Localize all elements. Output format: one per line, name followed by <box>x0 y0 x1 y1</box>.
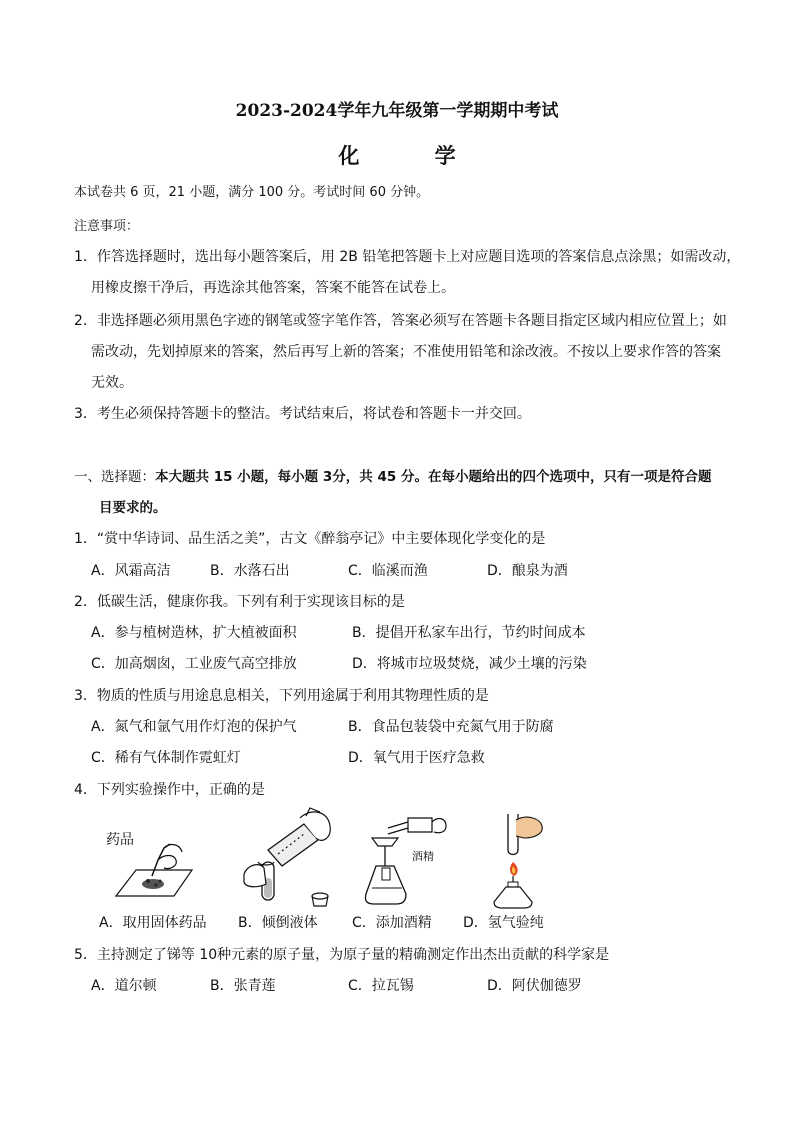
option: D．酿泉为酒 <box>487 563 568 579</box>
section-heading-bold: 本大题共 15 小题，每小题 3分，共 45 分。在每小题给出的 <box>155 469 523 485</box>
notice-line: 2．非选择题必须用黑色字迹的钢笔或签字笔作答，答案必须写在答题卡各题目指定区域内相应位置上；如 <box>74 313 727 329</box>
option: D．将城市垃圾焚烧，减少土壤的污染 <box>352 656 587 672</box>
notice-line: 1．作答选择题时，选出每小题答案后，用 2B 铅笔把答题卡上对应题目选项的答案信息点涂黑；如需改动， <box>74 249 741 265</box>
section-heading-line2: 目要求的。 <box>99 500 167 516</box>
notice-line: 无效。 <box>91 375 133 391</box>
notice-line: 用橡皮擦干净后，再选涂其他答案，答案不能答在试卷上。 <box>91 280 455 296</box>
option: D．氢气验纯 <box>463 915 544 931</box>
option: B．水落石出 <box>210 563 290 579</box>
question-stem: 1．“赏中华诗词、品生活之美”，古文《醉翁亭记》中主要体现化学变化的是 <box>74 531 546 547</box>
exam-title: 2023-2024学年九年级第一学期期中考试 <box>235 101 559 121</box>
notice-label: 注意事项： <box>74 219 140 234</box>
hydrogen-purity-test-figure <box>484 810 554 910</box>
question-stem: 2．低碳生活，健康你我。下列有利于实现该目标的是 <box>74 594 405 610</box>
option: C．添加酒精 <box>352 915 432 931</box>
option: C．加高烟囱，工业废气高空排放 <box>91 656 297 672</box>
option: A．取用固体药品 <box>99 915 207 931</box>
option: D．阿伏伽德罗 <box>487 978 582 994</box>
section-heading-rest: ，只有一项是符合题 <box>589 469 712 485</box>
option: C．稀有气体制作霓虹灯 <box>91 750 241 766</box>
solid-reagent-figure <box>98 818 198 904</box>
subject-title: 化 学 <box>338 143 490 168</box>
option: A．风霜高洁 <box>91 563 171 579</box>
option: C．拉瓦锡 <box>348 978 414 994</box>
pouring-liquid-figure <box>238 804 338 914</box>
notice-line: 需改动，先划掉原来的答案，然后再写上新的答案；不准使用铅笔和涂改液。不按以上要求作答的答案 <box>91 344 721 360</box>
option: D．氧气用于医疗急救 <box>348 750 485 766</box>
option: A．参与植树造林，扩大植被面积 <box>91 625 297 641</box>
section-heading-bold: 四个选项中 <box>522 469 590 485</box>
option: A．氮气和氩气用作灯泡的保护气 <box>91 719 297 735</box>
exam-intro: 本试卷共 6 页，21 小题，满分 100 分。考试时间 60 分钟。 <box>74 185 430 200</box>
figure-label: 药品 <box>106 832 134 848</box>
adding-alcohol-figure <box>362 808 452 908</box>
question-stem: 5．主持测定了锑等 10种元素的原子量，为原子量的精确测定作出杰出贡献的科学家是 <box>74 947 610 963</box>
figure-label: 酒精 <box>412 850 434 863</box>
option: B．倾倒液体 <box>238 915 318 931</box>
section-prefix: 一、选择题： <box>74 469 155 485</box>
option: B．张青莲 <box>210 978 276 994</box>
notice-line: 3．考生必须保持答题卡的整洁。考试结束后，将试卷和答题卡一并交回。 <box>74 406 531 422</box>
question-stem: 3．物质的性质与用途息息相关，下列用途属于利用其物理性质的是 <box>74 688 489 704</box>
option: B．食品包装袋中充氮气用于防腐 <box>348 719 554 735</box>
option: A．道尔顿 <box>91 978 157 994</box>
section-heading <box>74 468 711 486</box>
option: C．临溪而渔 <box>348 563 428 579</box>
option: B．提倡开私家车出行，节约时间成本 <box>352 625 586 641</box>
question-stem: 4．下列实验操作中，正确的是 <box>74 782 265 798</box>
